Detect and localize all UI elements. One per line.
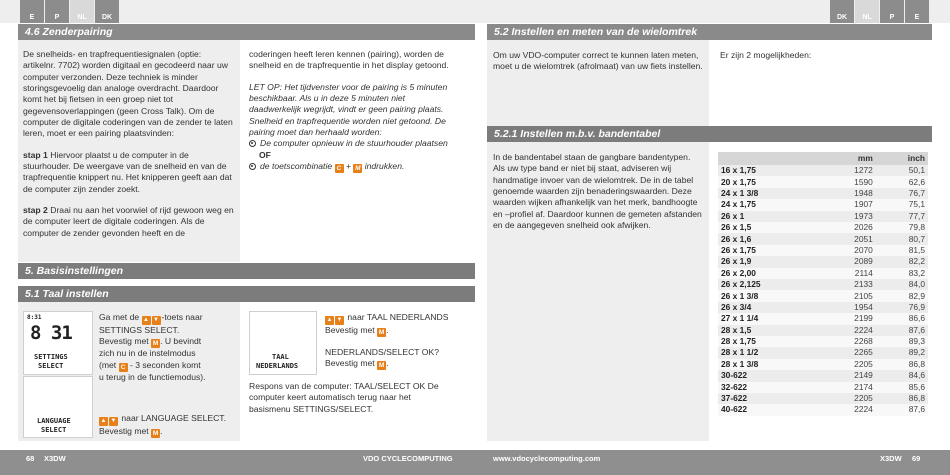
tire-size-cell: 20 x 1,75 xyxy=(718,176,820,187)
language-step-1 xyxy=(99,312,239,383)
inch-cell: 87,6 xyxy=(876,325,928,336)
table-row xyxy=(718,290,928,301)
table-row xyxy=(718,382,928,393)
step-text: zich nu in de instelmodus xyxy=(99,348,196,359)
section-5-2-options: Er zijn 2 mogelijkheden: xyxy=(720,50,812,60)
tire-size-cell: 26 x 1,5 xyxy=(718,222,820,233)
inch-cell: 50,1 xyxy=(876,165,928,176)
step-text: . xyxy=(386,325,389,335)
pairing-intro: De snelheids- en trapfrequentiesignalen (optie: artikelnr. 7702) worden digitaal en gecodeerd naar uw computer verzonden. Deze techniek is minder storingsgevoelig dan analoge overdracht. Daardoor komt het bij fietsen in een groep niet tot gegevensoverlappingen (geen Cross Talk). Om de computer de digitale coderingen van de zender te laten leren, moet er een pairing plaatsvinden: xyxy=(23,49,233,139)
table-row xyxy=(718,302,928,313)
header-mm: mm xyxy=(820,152,875,165)
repeat-option-1-text: De computer opnieuw in de stuurhouder plaatsen xyxy=(260,138,448,149)
screen-line-1: TAAL xyxy=(272,353,289,361)
m-key-icon: M xyxy=(378,329,385,336)
table-row xyxy=(718,279,928,290)
lang-tab-e-right[interactable]: E xyxy=(905,0,929,23)
inch-cell: 76,9 xyxy=(876,302,928,313)
tire-size-cell: 26 x 1 3/8 xyxy=(718,290,820,301)
tire-size-cell: 30-622 xyxy=(718,370,820,381)
table-row xyxy=(718,393,928,404)
screen-line-2: SELECT xyxy=(38,362,64,370)
tire-size-cell: 26 x 1,6 xyxy=(718,233,820,244)
lang-tab-dk-right[interactable]: DK xyxy=(830,0,854,23)
device-screen-settings-select xyxy=(23,311,93,375)
step-text: . xyxy=(160,426,163,436)
inch-cell: 89,3 xyxy=(876,336,928,347)
bullet-icon xyxy=(249,163,256,170)
mm-cell: 1907 xyxy=(820,199,875,210)
repeat-option-2-text: de toetscombinatie xyxy=(260,161,335,172)
step-text: naar LANGUAGE SELECT. xyxy=(119,413,226,423)
down-arrow-icon: ▼ xyxy=(153,317,159,323)
step-text: Bevestig met xyxy=(325,358,378,369)
pairing-step-2 xyxy=(23,205,235,239)
language-response: Respons van de computer: TAAL/SELECT OK De computer keert automatisch terug naar het basismenu SETTINGS/SELECT. xyxy=(249,381,439,414)
inch-cell: 84,6 xyxy=(876,370,928,381)
table-row xyxy=(718,222,928,233)
section-title-5-2: 5.2 Instellen en meten van de wielomtrek xyxy=(487,24,932,40)
screen-line-1: LANGUAGE xyxy=(37,417,71,425)
mm-cell: 2026 xyxy=(820,222,875,233)
step-1-text: Hiervoor plaatst u de computer in de stuurhouder. De weergave van de snelheid en van de trapfrequentie knippert nu. Het knipperen geeft aan dat de computer zijn zender zoekt. xyxy=(23,149,232,194)
step-1-label: stap 1 xyxy=(23,149,48,160)
mm-cell: 1948 xyxy=(820,188,875,199)
section-5-2-intro: Om uw VDO-computer correct te kunnen laten meten, moet u de wielomtrek (afrolmaat) van uw fiets instellen. xyxy=(493,50,703,72)
mm-cell: 1590 xyxy=(820,176,875,187)
up-arrow-icon: ▲ xyxy=(143,317,149,323)
table-row xyxy=(718,370,928,381)
inch-cell: 77,7 xyxy=(876,211,928,222)
step-text: naar TAAL NEDERLANDS xyxy=(345,312,449,322)
mm-cell: 2149 xyxy=(820,370,875,381)
table-row xyxy=(718,359,928,370)
lang-tab-nl-right[interactable]: NL xyxy=(855,0,879,23)
pairing-step-1 xyxy=(23,150,235,195)
mm-cell: 1954 xyxy=(820,302,875,313)
tire-size-cell: 24 x 1,75 xyxy=(718,199,820,210)
step-2-text: Draai nu aan het voorwiel of rijd gewoon weg en de computer leert de digitale coderingen. Als de computer de zender gevonden heeft en de xyxy=(23,205,234,238)
section-title-5-2-1: 5.2.1 Instellen m.b.v. bandentabel xyxy=(487,126,932,142)
lang-tab-dk-left[interactable]: DK xyxy=(95,0,119,23)
section-4-6-col1 xyxy=(23,49,235,239)
screen-time: 8:31 xyxy=(27,314,42,321)
inch-cell: 62,6 xyxy=(876,176,928,187)
inch-cell: 82,2 xyxy=(876,256,928,267)
inch-cell: 86,6 xyxy=(876,313,928,324)
brand-name: VDO CYCLECOMPUTING xyxy=(363,454,453,463)
pairing-note: LET OP: Het tijdvenster voor de pairing is 5 minuten beschikbaar. Als u in deze 5 minuten niet daadwerkelijk wegrijdt, vindt er geen pairing plaats. Snelheid en trapfrequentie worden niet getoond. De pairing moet dan herhaald worden: xyxy=(249,81,448,138)
language-step-3 xyxy=(325,312,465,370)
tire-size-cell: 26 x 3/4 xyxy=(718,302,820,313)
m-key-icon: M xyxy=(152,340,159,348)
mm-cell: 2205 xyxy=(820,393,875,404)
down-arrow-icon: ▼ xyxy=(336,317,343,323)
table-row xyxy=(718,176,928,187)
mm-cell: 2114 xyxy=(820,268,875,279)
tire-size-cell: 26 x 1 xyxy=(718,211,820,222)
repeat-option-1 xyxy=(249,138,456,161)
c-key-icon: C xyxy=(119,363,128,372)
c-key-icon: C xyxy=(335,164,344,173)
lang-tab-p-right[interactable]: P xyxy=(880,0,904,23)
inch-cell: 85,6 xyxy=(876,382,928,393)
tire-size-cell: 26 x 2,00 xyxy=(718,268,820,279)
tire-size-cell: 28 x 1,75 xyxy=(718,336,820,347)
m-key-icon: M xyxy=(355,165,361,173)
inch-cell: 87,6 xyxy=(876,404,928,415)
step-text: Bevestig met xyxy=(325,325,378,335)
plus-sign: + xyxy=(343,161,354,172)
header-inch: inch xyxy=(876,152,928,165)
tire-size-cell: 27 x 1 1/4 xyxy=(718,313,820,324)
footer-left xyxy=(0,450,475,475)
step-text: Bevestig met xyxy=(99,426,152,436)
mm-cell: 2105 xyxy=(820,290,875,301)
table-row xyxy=(718,268,928,279)
up-arrow-icon: ▲ xyxy=(100,418,107,424)
step-text: -toets naar xyxy=(161,312,203,322)
model-name-left: X3DW xyxy=(44,454,66,463)
lang-tab-nl-left[interactable]: NL xyxy=(70,0,94,23)
table-row xyxy=(718,188,928,199)
tire-size-cell: 40-622 xyxy=(718,404,820,415)
step-text: Bevestig met xyxy=(99,336,152,347)
pairing-result: coderingen heeft leren kennen (pairing), worden de snelheid en de trapfrequentie in het display getoond. xyxy=(249,49,449,71)
footer-right xyxy=(475,450,950,475)
mm-cell: 2265 xyxy=(820,347,875,358)
screen-line-1: SETTINGS xyxy=(34,353,68,361)
mm-cell: 2051 xyxy=(820,233,875,244)
table-row xyxy=(718,313,928,324)
table-row xyxy=(718,233,928,244)
or-keyword: OF xyxy=(259,149,271,160)
table-row xyxy=(718,256,928,267)
step-text: SETTINGS SELECT. xyxy=(99,325,180,335)
section-4-6-col2 xyxy=(249,49,456,173)
header-size xyxy=(718,152,820,165)
tire-size-cell: 16 x 1,75 xyxy=(718,165,820,176)
device-screen-taal-nederlands xyxy=(249,311,317,375)
page-number-right: 69 xyxy=(912,454,921,463)
tire-size-cell: 26 x 2,125 xyxy=(718,279,820,290)
section-5-2-1-text: In de bandentabel staan de gangbare bandentypen. Als uw type band er niet bij staat, adviseren wij handmatige invoer van de wielomtrek. De in de tabel genoemde waarden zijn benaderingswaarden. Deze waarden wijken afhankelijk van het merk, bandhoogte en –profiel af. Daardoor kunnen de gemeten afstanden en de aangegeven snelheid ook afwijken. xyxy=(493,152,702,231)
screen-line-2: NEDERLANDS xyxy=(256,362,299,370)
inch-cell: 79,8 xyxy=(876,222,928,233)
tire-size-cell: 28 x 1,5 xyxy=(718,325,820,336)
repeat-option-2-end: indrukken. xyxy=(362,161,405,172)
step-text: Ga met de xyxy=(99,312,142,322)
mm-cell: 1272 xyxy=(820,165,875,176)
tire-size-cell: 26 x 1,9 xyxy=(718,256,820,267)
table-row xyxy=(718,165,928,176)
table-row xyxy=(718,347,928,358)
inch-cell: 76,7 xyxy=(876,188,928,199)
model-name-right: X3DW xyxy=(880,454,902,463)
table-header xyxy=(718,152,928,165)
section-title-5-1: 5.1 Taal instellen xyxy=(18,286,475,302)
inch-cell: 82,9 xyxy=(876,290,928,301)
mm-cell: 2199 xyxy=(820,313,875,324)
step-text: NEDERLANDS/SELECT OK? xyxy=(325,347,439,357)
mm-cell: 2089 xyxy=(820,256,875,267)
inch-cell: 86,8 xyxy=(876,393,928,404)
tire-size-cell: 24 x 1 3/8 xyxy=(718,188,820,199)
table-row xyxy=(718,245,928,256)
mm-cell: 2224 xyxy=(820,404,875,415)
step-2-label: stap 2 xyxy=(23,205,48,216)
mm-cell: 2174 xyxy=(820,382,875,393)
inch-cell: 83,2 xyxy=(876,268,928,279)
tire-size-cell: 32-622 xyxy=(718,382,820,393)
m-key-icon: M xyxy=(152,430,159,437)
device-screen-language-select xyxy=(23,376,93,438)
tire-size-cell: 37-622 xyxy=(718,393,820,404)
section-title-4-6: 4.6 Zenderpairing xyxy=(18,24,475,40)
step-text: (met xyxy=(99,359,119,370)
mm-cell: 2133 xyxy=(820,279,875,290)
page-number-left: 68 xyxy=(26,454,35,463)
repeat-option-2 xyxy=(249,161,456,173)
table-row xyxy=(718,325,928,336)
screen-big-digits: 8 31 xyxy=(30,322,72,344)
up-arrow-icon: ▲ xyxy=(326,317,333,323)
inch-cell: 89,2 xyxy=(876,347,928,358)
table-row xyxy=(718,404,928,415)
lang-tab-p-left[interactable]: P xyxy=(45,0,69,23)
table-row xyxy=(718,199,928,210)
step-text: . U bevindt xyxy=(160,336,202,347)
down-arrow-icon: ▼ xyxy=(110,418,117,424)
section-title-5: 5. Basisinstellingen xyxy=(18,263,475,279)
mm-cell: 1973 xyxy=(820,211,875,222)
inch-cell: 81,5 xyxy=(876,245,928,256)
mm-cell: 2205 xyxy=(820,359,875,370)
lang-tab-e-left[interactable]: E xyxy=(20,0,44,23)
table-row xyxy=(718,211,928,222)
inch-cell: 75,1 xyxy=(876,199,928,210)
inch-cell: 84,0 xyxy=(876,279,928,290)
tire-size-cell: 28 x 1 1/2 xyxy=(718,347,820,358)
table-row xyxy=(718,336,928,347)
step-text: . xyxy=(386,358,389,369)
m-key-icon: M xyxy=(378,362,385,370)
inch-cell: 80,7 xyxy=(876,233,928,244)
tire-size-cell: 28 x 1 3/8 xyxy=(718,359,820,370)
inch-cell: 86,8 xyxy=(876,359,928,370)
bullet-icon xyxy=(249,140,256,147)
mm-cell: 2070 xyxy=(820,245,875,256)
tire-table-body xyxy=(718,165,928,416)
tire-table xyxy=(718,152,928,416)
mm-cell: 2268 xyxy=(820,336,875,347)
website-url: www.vdocyclecomputing.com xyxy=(493,454,601,463)
step-text: u terug in de functiemodus). xyxy=(99,371,206,382)
language-step-2 xyxy=(99,413,239,438)
mm-cell: 2224 xyxy=(820,325,875,336)
step-text: - 3 seconden komt xyxy=(127,359,201,370)
tire-size-cell: 26 x 1,75 xyxy=(718,245,820,256)
screen-line-2: SELECT xyxy=(41,426,67,434)
